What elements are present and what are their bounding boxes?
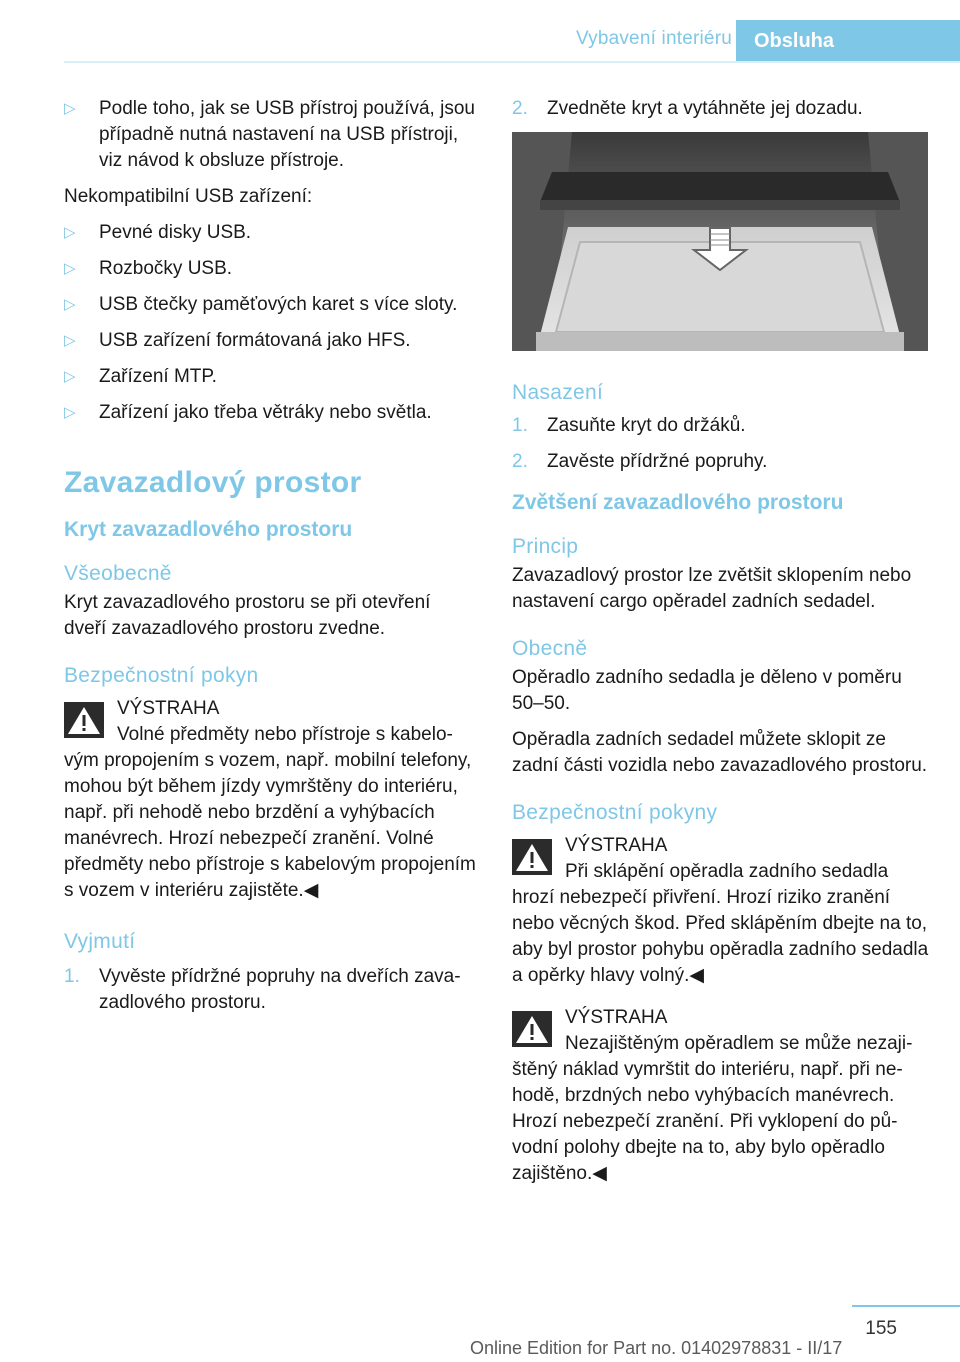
header-section-title: Vybavení interiéru xyxy=(575,28,732,49)
subsection-heading-safety: Bezpečnostní pokyny xyxy=(512,801,718,824)
warning-triangle-icon xyxy=(512,1011,552,1047)
step-number: 2. xyxy=(512,98,528,119)
triangle-bullet-icon: ▷ xyxy=(64,260,76,277)
warning-title: VÝSTRAHA xyxy=(565,835,668,856)
list-item-text: USB zařízení formátovaná jako HFS. xyxy=(99,330,411,351)
general-paragraph-2: Opěradla zadních sedadel můžete sklopit ze zadní části vozidla nebo zavazadlového prostoru. xyxy=(512,729,928,776)
triangle-bullet-icon: ▷ xyxy=(64,224,76,241)
step-item xyxy=(64,964,476,1016)
step-number: 1. xyxy=(512,415,528,436)
chapter-heading: Zavazadlový prostor xyxy=(64,466,362,499)
list-item-text: Zařízení MTP. xyxy=(99,366,217,387)
warning-text xyxy=(512,859,932,989)
header-divider xyxy=(64,61,960,63)
step-item xyxy=(512,413,932,439)
edition-note: Online Edition for Part no. 01402978831 - II/17 xyxy=(470,1338,843,1358)
warning-title: VÝSTRAHA xyxy=(565,1007,668,1028)
trunk-cover-image xyxy=(512,132,928,351)
list-item xyxy=(64,220,476,246)
step-text: Zavěste přídržné popruhy. xyxy=(547,451,768,472)
list-item-text: Zařízení jako třeba větráky nebo světla. xyxy=(99,402,432,423)
list-item xyxy=(64,96,476,174)
warning-body: Nezajištěným opěradlem se může nezajištěný náklad vymrštit do interiéru, např. při nehodě, brzdných nebo vyhýbacích manévrech. Hrozí nebezpečí zranění. Při vyklopení do původní polohy dbejte na to, aby bylo opěradlo zajištěno.◀ xyxy=(512,1033,913,1184)
list-item-text: USB čtečky paměťových karet s více sloty. xyxy=(99,294,458,315)
list-item xyxy=(64,328,476,354)
header-chapter-tab: Obsluha xyxy=(736,20,960,62)
subsection-heading-install: Nasazení xyxy=(512,381,604,404)
right-column xyxy=(512,96,932,1187)
subsection-heading-general: Všeobecně xyxy=(64,562,172,585)
warning-title: VÝSTRAHA xyxy=(117,698,220,719)
step-number: 2. xyxy=(512,451,528,472)
warning-text xyxy=(512,1031,932,1187)
step-item xyxy=(512,449,932,475)
warning-body: Volné předměty nebo přístroje s kabelovým propojením s vozem, např. mobilní telefony, mohou být během jízdy vymrštěny do interiéru, např. při nehodě nebo brzdění a vyhýbacích manévrech. Hrozí nebezpečí zranění. Volné předměty nebo přístroje s kabelovým propojením s vozem v interiéru zajistěte.◀ xyxy=(64,724,476,901)
subsection-heading-principle: Princip xyxy=(512,535,579,558)
list-item xyxy=(64,256,476,282)
section-heading-enlarge: Zvětšení zavazadlového prostoru xyxy=(512,491,844,514)
step-number: 1. xyxy=(64,966,80,987)
list-item xyxy=(64,292,476,318)
list-item-text: Rozbočky USB. xyxy=(99,258,233,279)
list-item xyxy=(64,400,476,426)
subsection-heading-general: Obecně xyxy=(512,637,588,660)
left-column xyxy=(64,96,476,1026)
triangle-bullet-icon: ▷ xyxy=(64,332,76,349)
warning-body: Při sklápění opěradla zadního sedadla hrozí nebezpečí přivření. Hrozí riziko zranění nebo věcných škod. Před sklápěním dbejte na to, aby byl prostor pohybu opěradla zadního sedadla a opěrky hlavy volný.◀ xyxy=(512,861,929,986)
triangle-bullet-icon: ▷ xyxy=(64,296,76,313)
warning-block xyxy=(512,1005,932,1187)
triangle-bullet-icon: ▷ xyxy=(64,368,76,385)
warning-triangle-icon xyxy=(512,839,552,875)
warning-block xyxy=(64,696,476,904)
step-text: Vyvěste přídržné popruhy na dveřích zavazadlového prostoru. xyxy=(99,966,461,1013)
general-paragraph: Kryt zavazadlového prostoru se při otevření dveří zavazadlového prostoru zvedne. xyxy=(64,592,431,639)
triangle-bullet-icon: ▷ xyxy=(64,100,76,117)
page-number: 155 xyxy=(865,1318,897,1339)
footer-divider xyxy=(852,1305,960,1307)
warning-block xyxy=(512,833,932,989)
subsection-heading-remove: Vyjmutí xyxy=(64,930,136,953)
warning-text xyxy=(64,722,476,904)
step-item xyxy=(512,96,932,122)
list-item-text: Pevné disky USB. xyxy=(99,222,252,243)
list-item-text: Podle toho, jak se USB přístroj používá, jsou případně nutná nastavení na USB přístroji, viz návod k obsluze přístroje. xyxy=(99,98,475,171)
warning-triangle-icon xyxy=(64,702,104,738)
step-text: Zvedněte kryt a vytáhněte jej dozadu. xyxy=(547,98,863,119)
triangle-bullet-icon: ▷ xyxy=(64,404,76,421)
page-header xyxy=(0,0,960,62)
section-heading: Kryt zavazadlového prostoru xyxy=(64,518,353,541)
list-item xyxy=(64,364,476,390)
incompat-label: Nekompatibilní USB zařízení: xyxy=(64,186,313,207)
step-text: Zasuňte kryt do držáků. xyxy=(547,415,746,436)
general-paragraph-1: Opěradlo zadního sedadla je děleno v poměru 50–50. xyxy=(512,667,902,714)
subsection-heading-safety: Bezpečnostní pokyn xyxy=(64,664,259,687)
principle-paragraph: Zavazadlový prostor lze zvětšit sklopením nebo nastavení cargo opěradel zadních sedadel. xyxy=(512,565,912,612)
